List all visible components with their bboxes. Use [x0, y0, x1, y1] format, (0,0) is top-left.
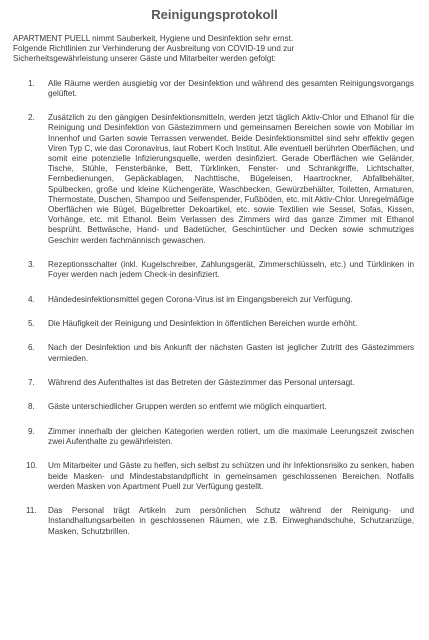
rule-item [13, 113, 416, 246]
rule-text: Gäste unterschiedlicher Gruppen werden so entfernt wie möglich einquartiert. [48, 402, 327, 412]
rule-item [13, 79, 416, 99]
rule-item [13, 343, 416, 363]
rule-number: 1. [28, 78, 35, 88]
rule-text: Um Mitarbeiter und Gäste zu helfen, sich selbst zu schützen und ihr Infektionsrisiko zu senken, haben beide Masken- und Mindestabstandpflicht in gemeinsamen geschlossenen Bereichen. Notfalls werden Masken von Apartment Puell zur Verfügung gestellt. [48, 461, 414, 491]
intro-line: APARTMENT PUELL nimmt Sauberkeit, Hygiene und Desinfektion sehr ernst. [13, 34, 294, 43]
rule-text: Alle Räume werden ausgiebig vor der Desinfektion und während des gesamten Reinigungsvorgangs gelüftet. [48, 78, 414, 98]
rule-item [13, 260, 416, 280]
rule-item [13, 295, 416, 305]
rule-text: Rezeptionsschalter (inkl. Kugelschreiber, Zahlungsgerät, Zimmerschlüsseln, etc.) und Türklinken in Foyer werden nach jedem Check-in desinfiziert. [48, 260, 414, 280]
rule-number: 9. [28, 426, 35, 436]
rule-number: 3. [28, 260, 35, 270]
rule-item [13, 506, 416, 537]
rule-item [13, 427, 416, 447]
rule-item [13, 461, 416, 492]
rule-number: 7. [28, 378, 35, 387]
rule-text: Während des Aufenthaltes ist das Betreten der Gästezimmer das Personal untersagt. [48, 378, 355, 387]
rule-item [13, 319, 416, 329]
rule-number: 10. [26, 461, 38, 471]
intro-line: Sicherheitsgewährleistung unserer Gäste und Mitarbeiter werden gefolgt: [13, 54, 276, 64]
rule-text: Händedesinfektionsmittel gegen Corona-Virus ist im Eingangsbereich zur Verfügung. [48, 294, 353, 304]
rule-item [13, 402, 416, 412]
rule-text: Nach der Desinfektion und bis Ankunft der nächsten Gasten ist jeglicher Zutritt des Gästezimmers vermieden. [48, 343, 414, 363]
rule-item [13, 378, 416, 388]
rule-number: 11. [26, 506, 37, 516]
rule-text: Zusätzlich zu den gängigen Desinfektionsmitteln, werden jetzt täglich Aktiv-Chlor und Ethanol für die Reinigung und Desinfektion von Gästezimmern und gemeinsamen Bereichen sowie von Mobiliar im Innenhof und Garten sowie Terrassen verwendet. Beide Desinfektionsmittel sind sehr effektiv gegen Viren Typ C, wie das Coronavirus, laut Robert Koch Institut. Alle eventuell berührten Oberflächen, und somit eine potenzielle Infizierungsquelle, werden desinfiziert. Gerade Oberflächen wie Geländer, Tische, Stühle, Fensterbänke, Bett, Türklinken, Fenster- und Schrankgriffe, Lichtschalter, Fernbedienungen, Gepäckablagen, Nachttische, Bügeleisen, Haartrockner, Abfallbehälter, Spülbecken, große und kleine Küchengeräte, Waschbecken, Gewürzbehälter, Toiletten, Armaturen, Thermostate, Duschen, Shampoo und Seifenspender, Fußböden, etc. mit Aktiv-Chlor. Unregelmäßige Oberflächen wie Bügel, Bügelbretter Dekoartikel, etc. sowie Textilien wie Sessel, Sofas, Kissen, Vorhänge, etc. mit Ethanol. Beim Verlassen des Zimmers wird das ganze Zimmer mit Ethanol besprüht. Bettwäsche, Hand- und Badetücher, Geschirrtücher und Decken sowie schmutziges Geschirr werden fachmännisch gewaschen. [48, 113, 414, 245]
rule-text: Die Häufigkeit der Reinigung und Desinfektion in öffentlichen Bereichen wurde erhöht. [48, 319, 358, 329]
intro-line: Folgende Richtlinien zur Verhinderung der Ausbreitung von COVID-19 und zur [13, 44, 295, 54]
rule-number: 8. [28, 402, 35, 412]
rule-number: 5. [28, 319, 35, 329]
document-title: Reinigungsprotokoll [151, 7, 278, 22]
rule-number: 4. [28, 294, 35, 304]
rules-list [13, 79, 416, 537]
rule-number: 2. [28, 113, 35, 123]
rule-text: Das Personal trägt Artikeln zum persönlichen Schutz während der Reinigung- und Instandhaltungsarbeiten in geschlossenen Räumen, wie z.B. Einweghandschuhe, Schutzanzüge, Masken, Schutzbrillen. [48, 506, 414, 536]
rule-text: Zimmer innerhalb der gleichen Kategorien werden rotiert, um die maximale Leerungszeit zwischen zwei Aufenthalte zu gewährleisten. [48, 426, 414, 446]
rule-number: 6. [28, 343, 35, 353]
intro-paragraph [13, 34, 416, 65]
